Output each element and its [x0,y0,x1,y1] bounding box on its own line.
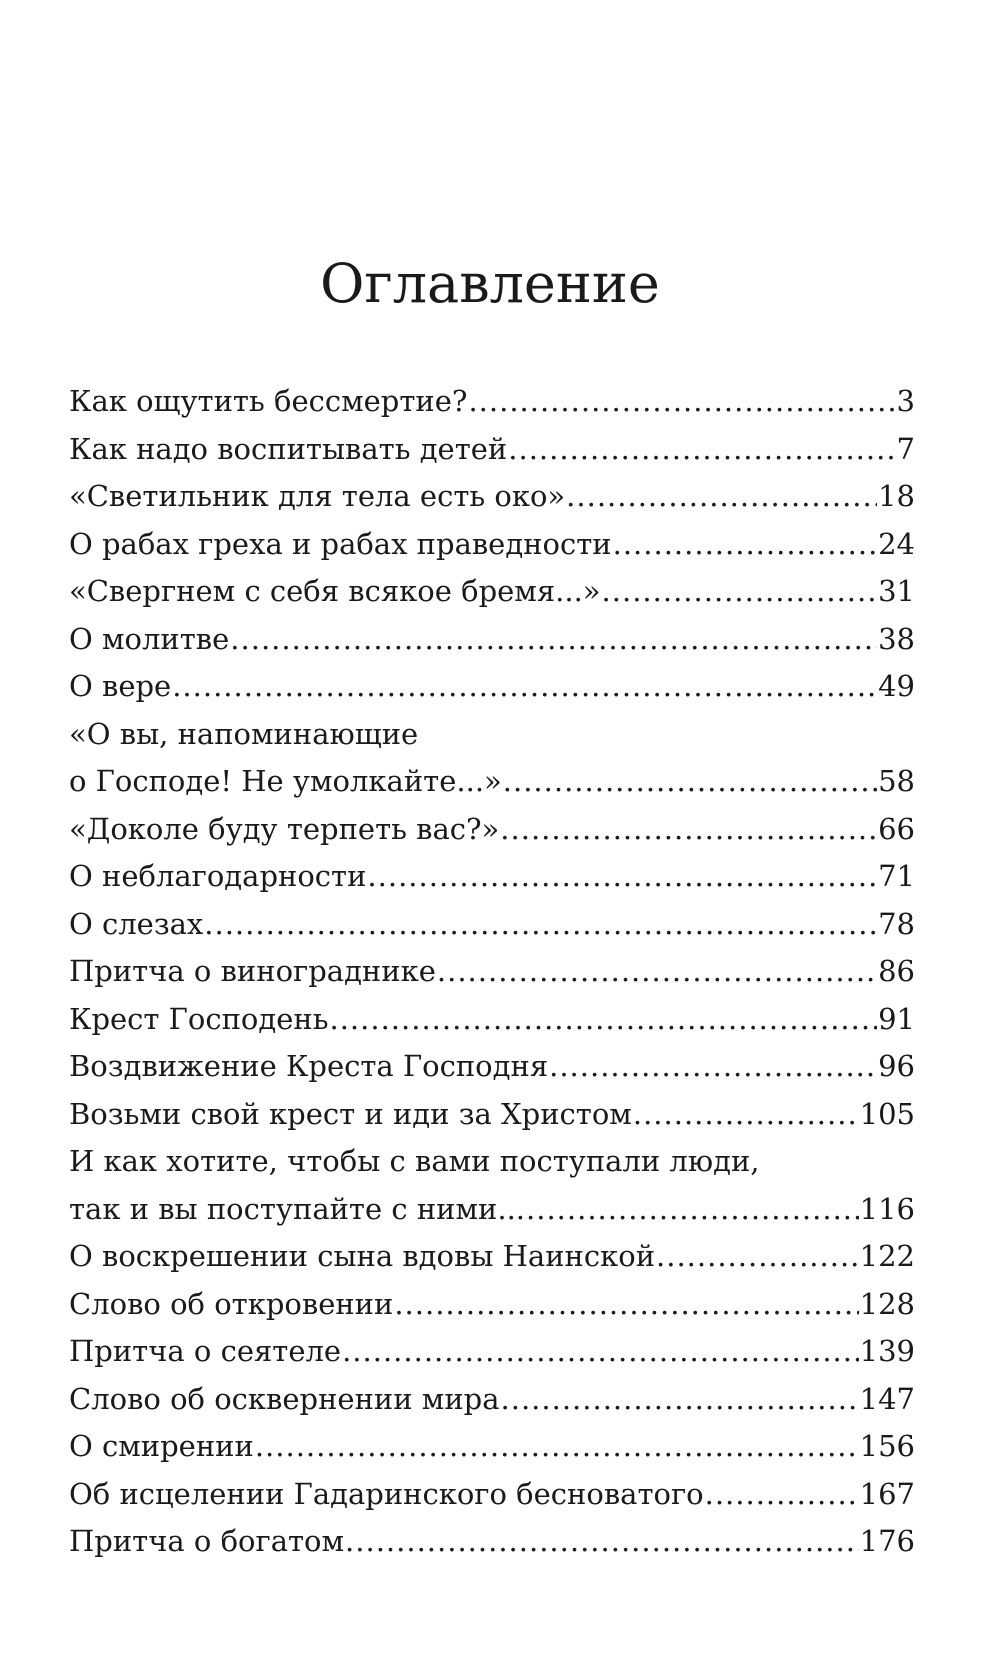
toc-entry-title: Как ощутить бессмертие? [69,384,468,418]
toc-entry-page: 49 [878,669,915,703]
toc-entry-title: Возьми свой крест и иди за Христом [69,1096,632,1131]
toc-entry-page: 139 [859,1334,915,1368]
dot-leader [204,901,877,949]
dot-leader [255,1423,859,1471]
toc-entry-title: Притча о сеятеле [69,1334,342,1368]
toc-entry-page: 147 [859,1381,915,1416]
dot-leader [508,426,895,474]
toc-entry-page: 7 [896,431,915,466]
dot-leader [437,948,877,996]
dot-leader [501,1376,859,1424]
toc-entry-title: О рабах греха и рабах праведности [69,526,612,561]
toc-entry-title-line1: «О вы, напоминающие [69,716,419,751]
dot-leader [500,806,877,854]
toc-entry-page: 71 [878,859,915,893]
dot-leader [602,568,878,616]
toc-entry-page: 96 [878,1049,915,1083]
toc-entry[interactable] [69,568,915,616]
toc-entry-page: 78 [878,906,915,941]
table-of-contents [69,378,915,1566]
toc-entry[interactable] [69,853,915,901]
toc-entry-title: О слезах [69,906,204,941]
toc-entry-page: 58 [878,764,915,798]
toc-entry[interactable] [69,996,915,1044]
toc-entry-page: 105 [859,1096,915,1131]
toc-entry-page: 86 [878,954,915,988]
toc-entry[interactable] [69,1518,915,1566]
toc-entry-title: Как надо воспитывать детей [69,431,508,466]
toc-entry-page: 128 [859,1286,915,1321]
toc-entry[interactable] [69,948,915,996]
toc-entry[interactable] [69,806,915,854]
toc-entry[interactable] [69,1471,915,1519]
dot-leader [526,1186,859,1234]
toc-entry[interactable] [69,1328,915,1376]
dot-leader [549,1043,877,1091]
toc-entry-title: О вере [69,669,172,703]
toc-entry-page: 31 [878,574,915,608]
toc-entry-page: 18 [878,479,915,513]
dot-leader [633,1091,859,1139]
toc-entry[interactable] [69,1091,915,1139]
toc-entry-title: «Доколе буду терпеть вас?» [69,811,500,846]
dot-leader [172,663,877,711]
toc-entry[interactable] [69,473,915,521]
dot-leader [705,1471,859,1519]
dot-leader [394,1281,858,1329]
toc-entry[interactable] [69,711,915,806]
toc-entry-page: 156 [859,1429,915,1463]
toc-entry-title: «Светильник для тела есть око» [69,479,566,513]
toc-entry-page: 167 [859,1476,915,1511]
toc-entry-title: Крест Господень [69,1001,329,1036]
toc-entry-title: Об исцелении Гадаринского бесноватого [69,1476,704,1511]
toc-entry[interactable] [69,1423,915,1471]
dot-leader [566,473,877,521]
toc-entry-page: 176 [859,1524,915,1558]
toc-entry-title: Слово об осквернении мира [69,1381,500,1416]
toc-entry-page: 122 [859,1239,915,1273]
dot-leader [367,853,877,901]
toc-entry-page: 91 [878,1001,915,1036]
toc-entry[interactable] [69,616,915,664]
dot-leader [656,1233,859,1281]
toc-entry[interactable] [69,1138,915,1233]
toc-entry[interactable] [69,901,915,949]
toc-entry-title: О молитве [69,621,230,656]
toc-entry-title: О неблагодарности [69,859,367,893]
toc-entry-title: О воскрешении сына вдовы Наинской [69,1239,656,1273]
toc-entry-title: Воздвижение Креста Господня [69,1049,549,1083]
toc-entry[interactable] [69,1233,915,1281]
toc-entry[interactable] [69,378,915,426]
toc-entry[interactable] [69,1281,915,1329]
toc-entry[interactable] [69,426,915,474]
toc-entry-title: О смирении [69,1429,254,1463]
dot-leader [342,1328,859,1376]
dot-leader [503,758,877,806]
toc-entry[interactable] [69,521,915,569]
toc-entry-title-line1: И как хотите, чтобы с вами поступали люди, [69,1144,760,1178]
page-title: Оглавление [320,252,660,315]
toc-entry-title: о Господе! Не умолкайте...» [69,764,502,798]
toc-entry-page: 3 [896,384,915,418]
toc-entry-page: 116 [859,1191,915,1226]
dot-leader [330,996,878,1044]
dot-leader [345,1518,859,1566]
toc-entry-title: Притча о винограднике [69,954,436,988]
toc-entry-page: 38 [878,621,915,656]
dot-leader [613,521,877,569]
toc-entry-title: «Свергнем с себя всякое бремя...» [69,574,601,608]
toc-entry-title: Слово об откровении [69,1286,394,1321]
toc-entry[interactable] [69,663,915,711]
dot-leader [230,616,877,664]
toc-entry-page: 24 [878,526,915,561]
toc-entry[interactable] [69,1043,915,1091]
toc-entry[interactable] [69,1376,915,1424]
dot-leader [468,378,895,426]
toc-entry-title: Притча о богатом [69,1524,345,1558]
toc-entry-title: так и вы поступайте с ними... [69,1191,526,1226]
toc-entry-page: 66 [878,811,915,846]
